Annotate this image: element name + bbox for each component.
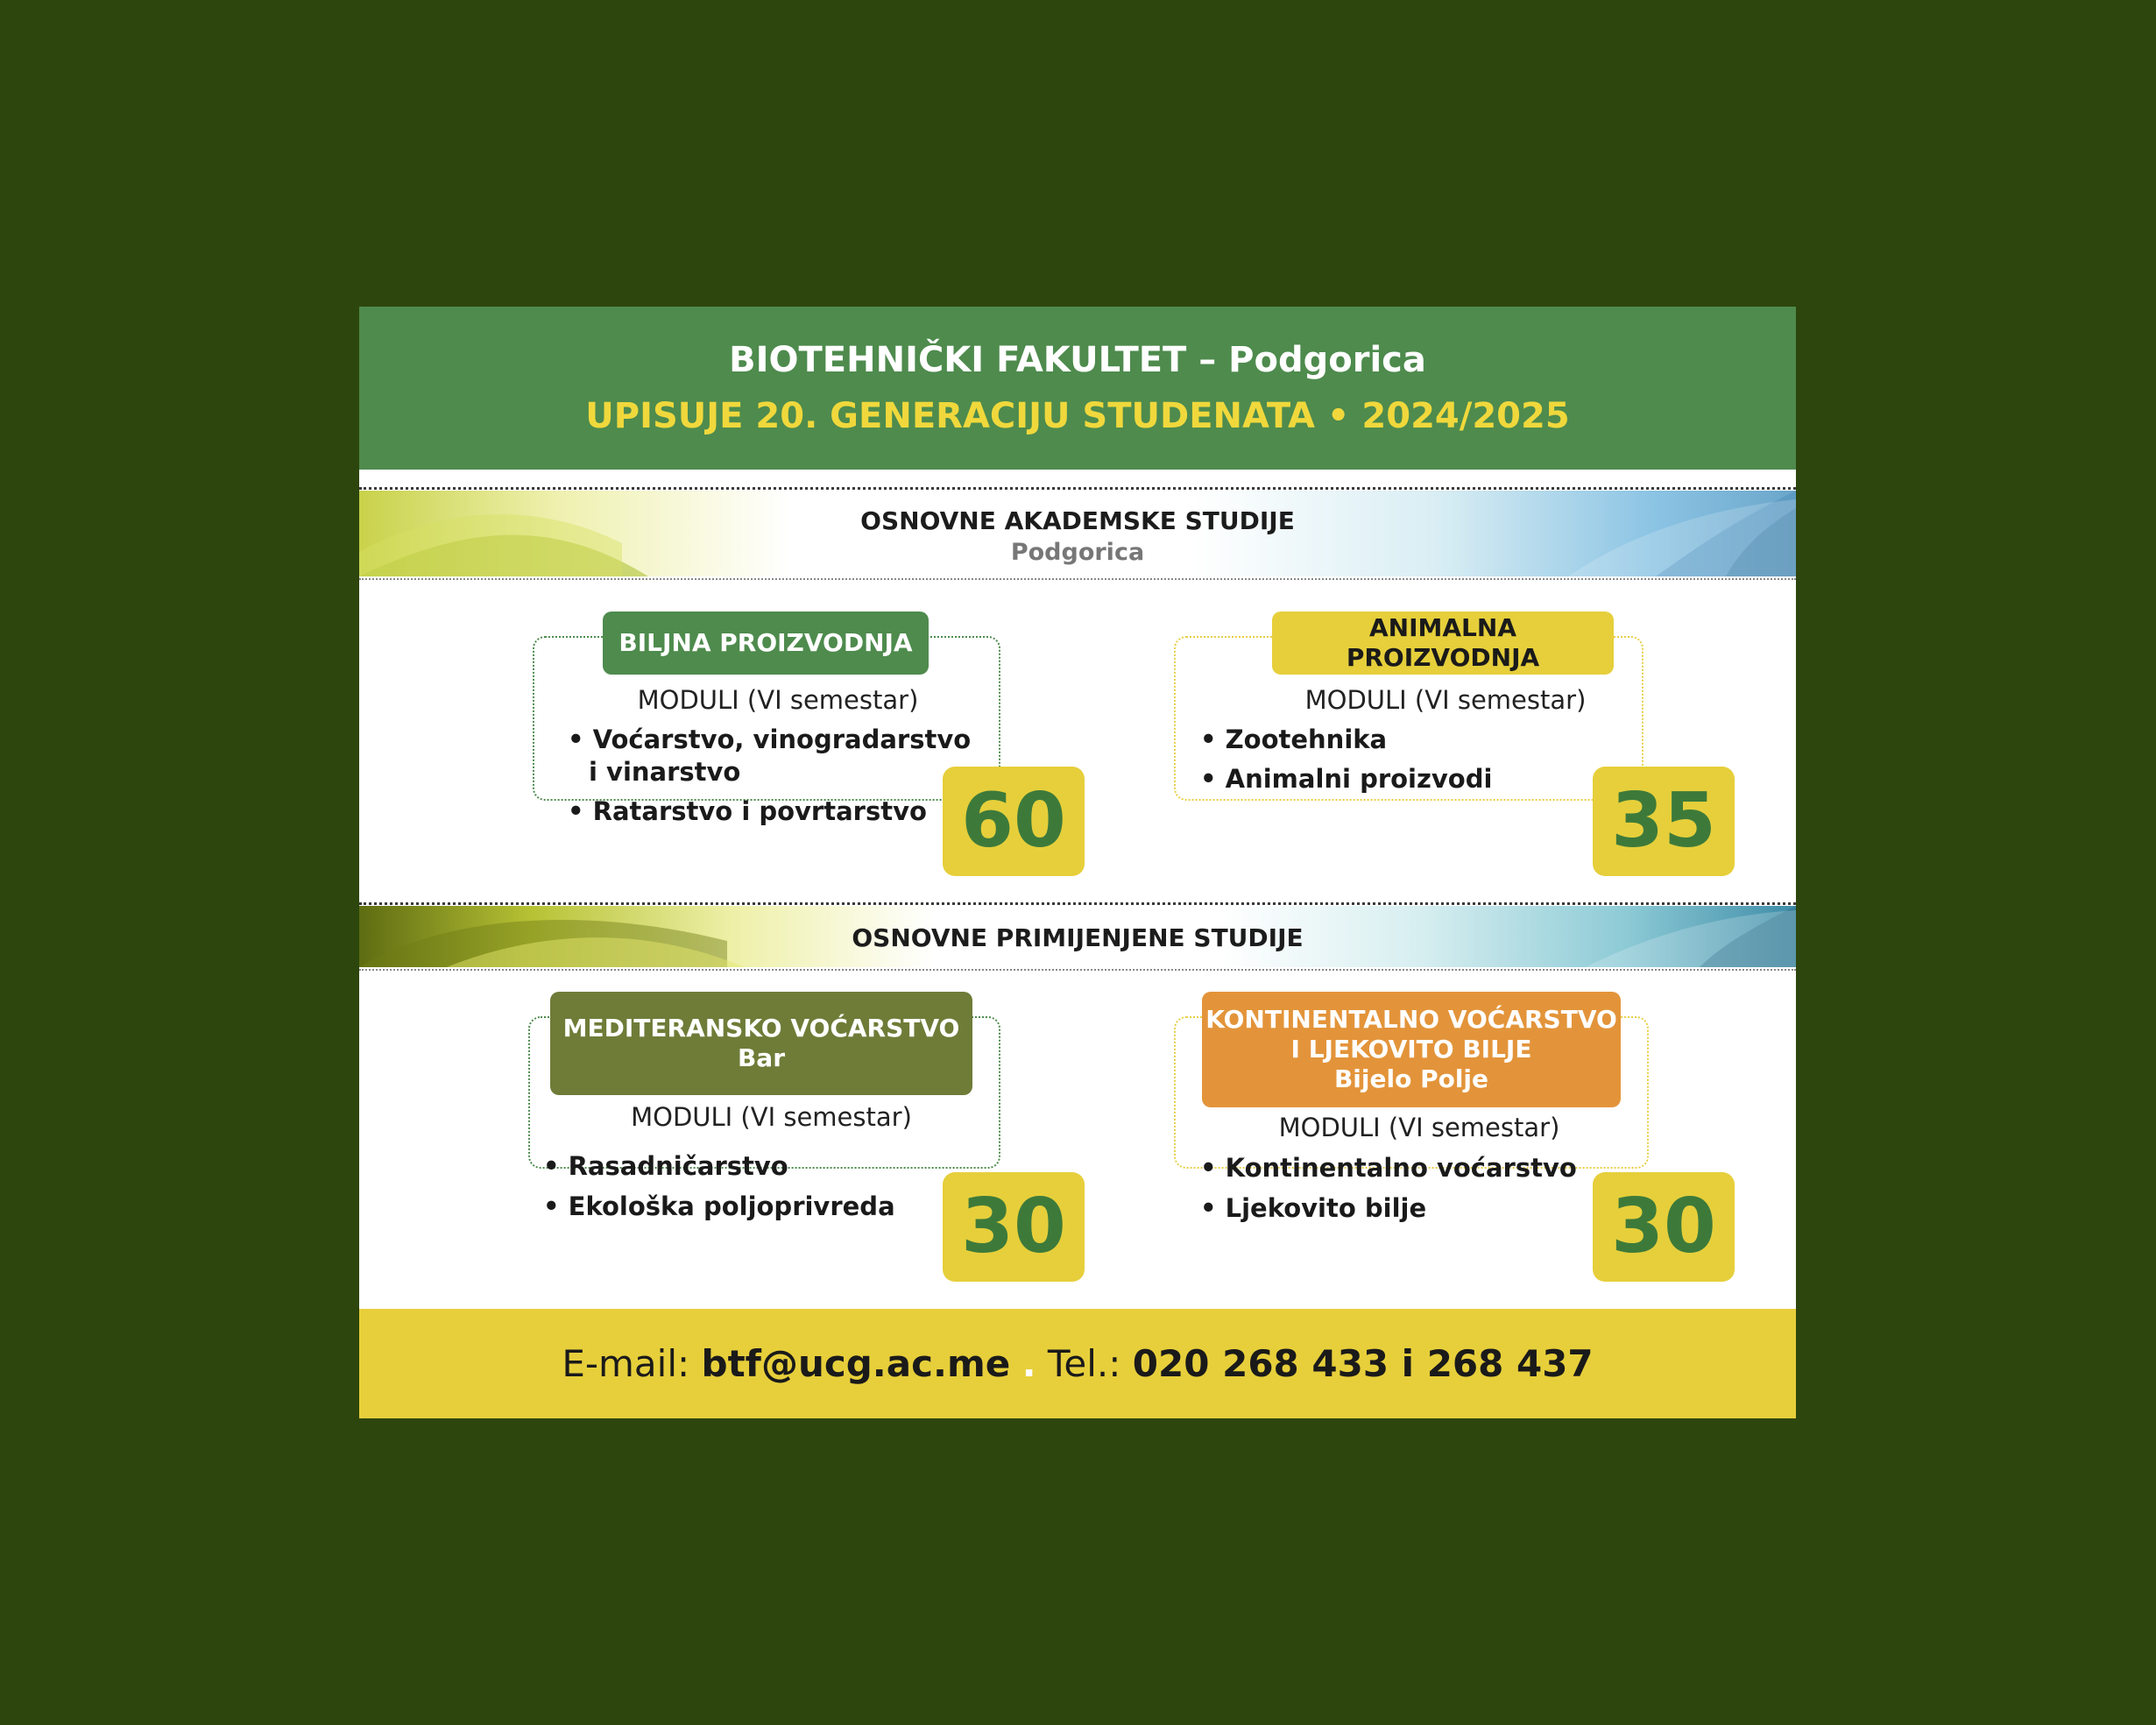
phone-numbers[interactable]: 020 268 433 i 268 437 — [1132, 1342, 1594, 1385]
program-name-kontinentalno — [1202, 992, 1621, 1107]
program-name-text: MEDITERANSKO VOĆARSTVO — [562, 1013, 960, 1043]
academic-studies-title: OSNOVNE AKADEMSKE STUDIJE — [860, 506, 1295, 535]
divider — [359, 578, 1796, 580]
program-name-mediteransko — [550, 992, 972, 1095]
enrollment-places-badge: 35 — [1593, 767, 1735, 876]
module-item: • Ratarstvo i povrtarstvo — [568, 796, 927, 826]
applied-studies-title: OSNOVNE PRIMIJENJENE STUDIJE — [852, 923, 1304, 952]
enrollment-places-badge: 30 — [1593, 1172, 1735, 1282]
tel-label: Tel.: — [1047, 1342, 1121, 1385]
module-item: • Kontinentalno voćarstvo — [1200, 1153, 1577, 1183]
module-item: • Rasadničarstvo — [543, 1151, 788, 1181]
program-name-text: I LJEKOVITO BILJE — [1290, 1034, 1532, 1064]
program-name-text: KONTINENTALNO VOĆARSTVO — [1205, 1004, 1617, 1034]
program-name-text: BILJNA PROIZVODNJA — [619, 627, 913, 657]
enrollment-subtitle: UPISUJE 20. GENERACIJU STUDENATA • 2024/2025 — [585, 396, 1570, 436]
program-name-biljna — [603, 612, 929, 675]
applied-banner — [359, 906, 1796, 967]
program-name-animalna — [1272, 612, 1614, 675]
modules-label: MODULI (VI semestar) — [1278, 1113, 1560, 1142]
program-location: Bar — [737, 1043, 786, 1072]
header — [359, 307, 1796, 470]
email-label: E-mail: — [562, 1342, 690, 1385]
divider — [359, 487, 1796, 490]
email-link[interactable]: btf@ucg.ac.me — [701, 1342, 1011, 1385]
enrollment-places-badge: 30 — [943, 1172, 1085, 1282]
module-item: • Ljekovito bilje — [1200, 1193, 1427, 1223]
academic-banner — [359, 491, 1796, 576]
program-name-text: ANIMALNA PROIZVODNJA — [1346, 612, 1540, 672]
modules-label: MODULI (VI semestar) — [1304, 685, 1587, 715]
separator-dot: . — [1021, 1342, 1036, 1385]
module-item: i vinarstvo — [589, 757, 741, 787]
program-location: Bijelo Polje — [1333, 1064, 1489, 1094]
module-item: • Ekološka poljoprivreda — [543, 1191, 895, 1221]
contact-footer — [359, 1309, 1796, 1418]
module-item: • Animalni proizvodi — [1200, 764, 1493, 794]
faculty-title: BIOTEHNIČKI FAKULTET – Podgorica — [729, 340, 1426, 380]
flyer — [359, 307, 1796, 1418]
academic-location: Podgorica — [1010, 539, 1145, 566]
modules-label: MODULI (VI semestar) — [637, 685, 919, 715]
divider — [359, 902, 1796, 905]
modules-label: MODULI (VI semestar) — [631, 1102, 912, 1132]
module-item: • Zootehnika — [1200, 725, 1388, 754]
enrollment-places-badge: 60 — [943, 767, 1085, 876]
divider — [359, 969, 1796, 971]
module-item: • Voćarstvo, vinogradarstvo — [568, 725, 972, 754]
